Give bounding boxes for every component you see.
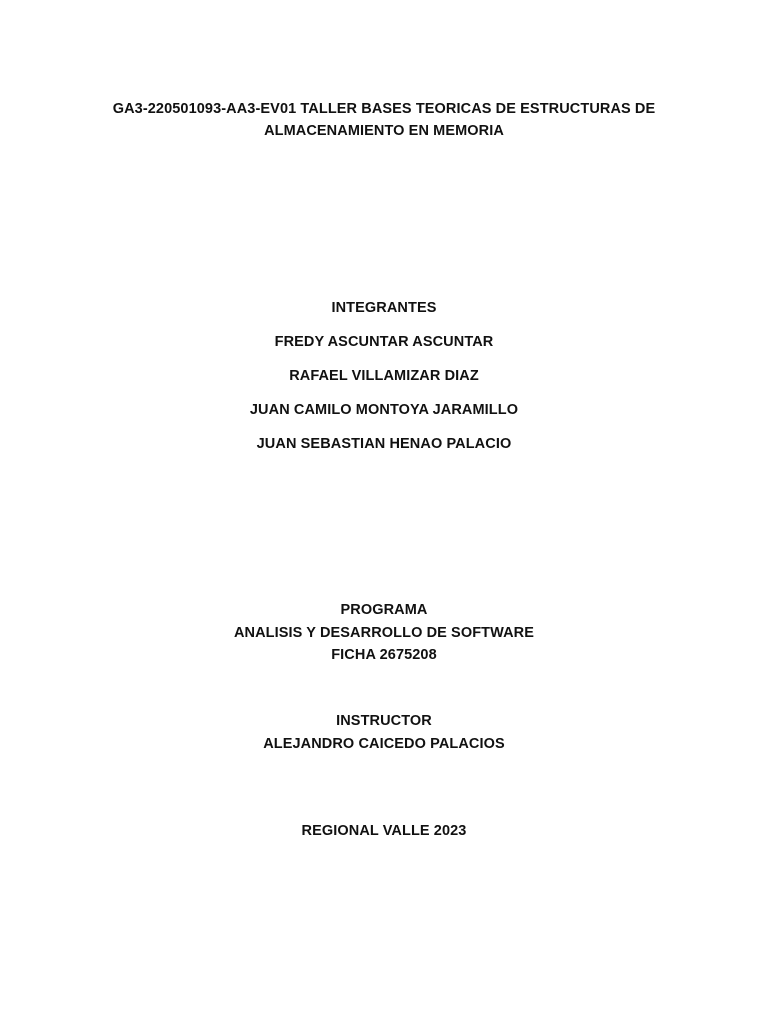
instructor-name: ALEJANDRO CAICEDO PALACIOS xyxy=(263,736,505,752)
member-name: JUAN CAMILO MONTOYA JARAMILLO xyxy=(249,402,519,418)
program-heading: PROGRAMA xyxy=(340,602,428,618)
document-title-line-2: ALMACENAMIENTO EN MEMORIA xyxy=(264,123,504,139)
member-name: FREDY ASCUNTAR ASCUNTAR xyxy=(274,334,494,350)
program-name: ANALISIS Y DESARROLLO DE SOFTWARE xyxy=(233,625,535,641)
members-heading: INTEGRANTES xyxy=(331,300,437,316)
member-name: RAFAEL VILLAMIZAR DIAZ xyxy=(289,368,479,384)
member-name: JUAN SEBASTIAN HENAO PALACIO xyxy=(256,436,512,452)
document-title-line-1: GA3-220501093-AA3-EV01 TALLER BASES TEORICAS DE ESTRUCTURAS DE xyxy=(112,101,656,117)
program-ficha: FICHA 2675208 xyxy=(331,647,437,663)
regional-year: REGIONAL VALLE 2023 xyxy=(301,823,467,839)
instructor-heading: INSTRUCTOR xyxy=(336,713,432,729)
